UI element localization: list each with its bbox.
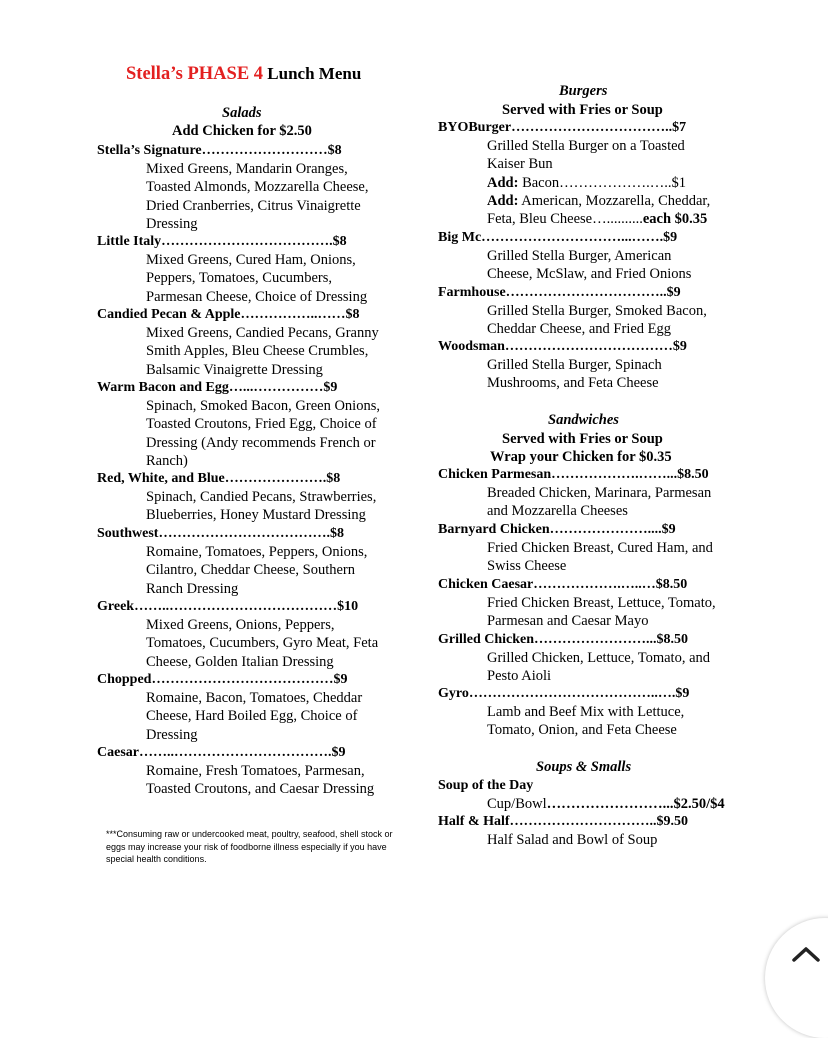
- salad-item-desc: Mixed Greens, Candied Pecans, Granny Smith Apples, Bleu Cheese Crumbles, Balsamic Vinaigrette Dressing: [146, 325, 379, 378]
- salads-subtitle: Add Chicken for $2.50: [172, 123, 312, 139]
- burger-item-name: BYOBurger……………………………..$7: [438, 120, 687, 135]
- burger-item-desc: Grilled Stella Burger, Spinach Mushrooms, and Feta Cheese: [487, 357, 662, 392]
- soup-item-desc: Cup/Bowl……………………...$2.50/$4: [487, 796, 725, 812]
- sandwich-item-desc: Fried Chicken Breast, Lettuce, Tomato, Parmesan and Caesar Mayo: [487, 595, 716, 630]
- burger-item-desc: Grilled Stella Burger on a Toasted Kaiser Bun Add: Bacon……………….…..$1 Add: American, Mozzarella, Cheddar, Feta, Bleu Cheese…..........each $0.35: [487, 138, 711, 228]
- salads-title: Salads: [222, 105, 262, 121]
- burger-item-name: Farmhouse……………………………..$9: [438, 285, 681, 300]
- burger-addon-cheese: Add: American, Mozzarella, Cheddar,: [487, 192, 711, 209]
- sandwiches-subtitle: Served with Fries or Soup: [502, 431, 663, 447]
- burger-item-name: Woodsman………………………………$9: [438, 339, 687, 354]
- burgers-title: Burgers: [559, 83, 608, 99]
- salad-item-desc: Spinach, Smoked Bacon, Green Onions, Toasted Croutons, Fried Egg, Choice of Dressing (Andy recommends French or Ranch): [146, 398, 380, 469]
- salad-item-name: Red, White, and Blue………………….$8: [97, 471, 341, 486]
- salad-item-desc: Mixed Greens, Mandarin Oranges, Toasted Almonds, Mozzarella Cheese, Dried Cranberries, Citrus Vinaigrette Dressing: [146, 161, 369, 232]
- salad-item-desc: Romaine, Fresh Tomatoes, Parmesan, Toasted Croutons, and Caesar Dressing: [146, 763, 375, 798]
- menu-title-black: Lunch Menu: [263, 64, 362, 83]
- salad-item-desc: Mixed Greens, Cured Ham, Onions, Peppers, Tomatoes, Cucumbers, Parmesan Cheese, Choice of Dressing: [146, 252, 368, 305]
- sandwich-item-desc: Fried Chicken Breast, Cured Ham, and Swiss Cheese: [487, 540, 713, 575]
- menu-title-red: Stella’s PHASE 4: [126, 64, 264, 84]
- sandwiches-title: Sandwiches: [548, 412, 619, 428]
- sandwich-item-desc: Grilled Chicken, Lettuce, Tomato, and Pesto Aioli: [487, 650, 711, 685]
- soups-title: Soups & Smalls: [536, 759, 632, 775]
- burger-item-desc: Grilled Stella Burger, Smoked Bacon, Cheddar Cheese, and Fried Egg: [487, 303, 707, 338]
- salad-item-name: Candied Pecan & Apple……………..……$8: [97, 307, 360, 322]
- sandwich-item-name: Chicken Parmesan……………….……...$8.50: [438, 467, 709, 482]
- burger-addon-cheese-price: Feta, Bleu Cheese…..........each $0.35: [487, 211, 708, 228]
- sandwiches-subtitle-wrap: Wrap your Chicken for $0.35: [490, 449, 672, 465]
- burger-item-name: Big Mc…………………………...…….$9: [438, 230, 678, 245]
- salad-item-name: Chopped…………………………………$9: [97, 672, 348, 687]
- sandwich-item-name: Chicken Caesar……………….…..…$8.50: [438, 577, 688, 592]
- sandwich-item-name: Barnyard Chicken…………………....$9: [438, 522, 676, 537]
- salad-item-name: Caesar……..…………………………….$9: [97, 745, 346, 760]
- soup-item-name: Half & Half…………………………..$9.50: [438, 814, 689, 829]
- salad-item-name: Warm Bacon and Egg…...……………$9: [97, 380, 338, 395]
- soup-item-name: Soup of the Day: [438, 778, 534, 793]
- chevron-up-icon: [791, 944, 821, 964]
- salad-item-desc: Romaine, Bacon, Tomatoes, Cheddar Cheese, Hard Boiled Egg, Choice of Dressing: [146, 690, 363, 743]
- scroll-to-top-button[interactable]: [765, 918, 828, 1038]
- salad-item-name: Greek……..………………………………$10: [97, 599, 359, 614]
- burgers-subtitle: Served with Fries or Soup: [502, 102, 663, 118]
- burger-item-desc: Grilled Stella Burger, American Cheese, McSlaw, and Fried Onions: [487, 248, 692, 283]
- salad-item-desc: Spinach, Candied Pecans, Strawberries, Blueberries, Honey Mustard Dressing: [146, 489, 377, 524]
- sandwich-item-desc: Breaded Chicken, Marinara, Parmesan and Mozzarella Cheeses: [487, 485, 712, 520]
- salad-item-name: Little Italy……………………………….$8: [97, 234, 347, 249]
- salad-item-name: Southwest……………………………….$8: [97, 526, 344, 541]
- salad-item-name: Stella’s Signature………………………$8: [97, 143, 342, 158]
- menu-title: [126, 64, 361, 85]
- soup-item-desc: Half Salad and Bowl of Soup: [487, 832, 658, 848]
- sandwich-item-name: Grilled Chicken……………………...$8.50: [438, 632, 689, 647]
- salad-item-desc: Mixed Greens, Onions, Peppers, Tomatoes, Cucumbers, Gyro Meat, Feta Cheese, Golden Italian Dressing: [146, 617, 379, 670]
- sandwich-item-name: Gyro…………………………………..….$9: [438, 686, 690, 701]
- burger-addon-bacon: Add: Bacon……………….…..$1: [487, 174, 686, 191]
- salad-item-desc: Romaine, Tomatoes, Peppers, Onions, Cilantro, Cheddar Cheese, Southern Ranch Dressing: [146, 544, 368, 597]
- sandwich-item-desc: Lamb and Beef Mix with Lettuce, Tomato, Onion, and Feta Cheese: [487, 704, 685, 739]
- foodborne-illness-footnote: ***Consuming raw or undercooked meat, poultry, seafood, shell stock or eggs may increase your risk of foodborne illness especially if you have special health conditions.: [106, 829, 393, 864]
